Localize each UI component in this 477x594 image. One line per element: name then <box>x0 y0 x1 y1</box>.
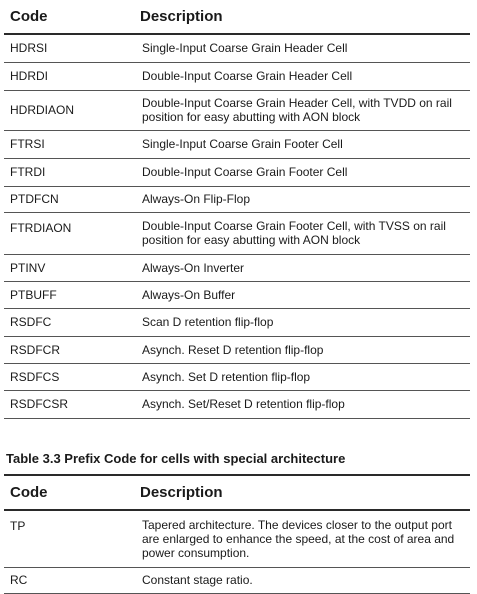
cell-code-table <box>4 0 470 419</box>
cell-description: Scan D retention flip-flop <box>134 308 470 336</box>
cell-description: Asynch. Reset D retention flip-flop <box>134 336 470 363</box>
table-row <box>4 281 470 308</box>
table-row <box>4 308 470 336</box>
cell-code: FTRDI <box>4 158 134 186</box>
cell-code: HDRDI <box>4 62 134 90</box>
table-row <box>4 390 470 418</box>
cell-code: FTRDIAON <box>4 212 134 254</box>
table-row <box>4 254 470 281</box>
cell-code: RSDFCR <box>4 336 134 363</box>
cell-code: PTBUFF <box>4 281 134 308</box>
cell-description: Single-Input Coarse Grain Header Cell <box>134 34 470 62</box>
cell-description: Constant stage ratio. <box>134 567 470 593</box>
cell-code: TP <box>4 510 134 567</box>
header-code: Code <box>4 475 134 510</box>
table-header-row <box>4 475 470 510</box>
table-row <box>4 62 470 90</box>
table-row <box>4 510 470 567</box>
prefix-code-table <box>4 474 470 594</box>
cell-code: RSDFCS <box>4 363 134 390</box>
header-description: Description <box>134 0 470 34</box>
cell-description: Double-Input Coarse Grain Footer Cell, with TVSS on rail position for easy abutting with AON block <box>134 212 470 254</box>
table-row <box>4 34 470 62</box>
cell-code: RSDFCSR <box>4 390 134 418</box>
cell-description: Double-Input Coarse Grain Footer Cell <box>134 158 470 186</box>
cell-description: Asynch. Set D retention flip-flop <box>134 363 470 390</box>
table-row <box>4 90 470 130</box>
table-header-row <box>4 0 470 34</box>
table-row <box>4 158 470 186</box>
header-code: Code <box>4 0 134 34</box>
header-description: Description <box>134 475 470 510</box>
cell-description: Tapered architecture. The devices closer to the output port are enlarged to enhance the speed, at the cost of area and power consumption. <box>134 510 470 567</box>
table-row <box>4 130 470 158</box>
table-row <box>4 212 470 254</box>
cell-description: Always-On Flip-Flop <box>134 186 470 212</box>
cell-description: Single-Input Coarse Grain Footer Cell <box>134 130 470 158</box>
table-row <box>4 336 470 363</box>
cell-code: PTINV <box>4 254 134 281</box>
cell-code: PTDFCN <box>4 186 134 212</box>
cell-description: Double-Input Coarse Grain Header Cell, with TVDD on rail position for easy abutting with AON block <box>134 90 470 130</box>
cell-description: Double-Input Coarse Grain Header Cell <box>134 62 470 90</box>
cell-code: HDRDIAON <box>4 90 134 130</box>
cell-code: FTRSI <box>4 130 134 158</box>
cell-description: Always-On Buffer <box>134 281 470 308</box>
cell-description: Always-On Inverter <box>134 254 470 281</box>
table-row <box>4 363 470 390</box>
cell-code: RSDFC <box>4 308 134 336</box>
cell-description: Asynch. Set/Reset D retention flip-flop <box>134 390 470 418</box>
cell-code: RC <box>4 567 134 593</box>
table-row <box>4 567 470 593</box>
table-caption: Table 3.3 Prefix Code for cells with special architecture <box>6 451 346 466</box>
cell-code: HDRSI <box>4 34 134 62</box>
table-row <box>4 186 470 212</box>
